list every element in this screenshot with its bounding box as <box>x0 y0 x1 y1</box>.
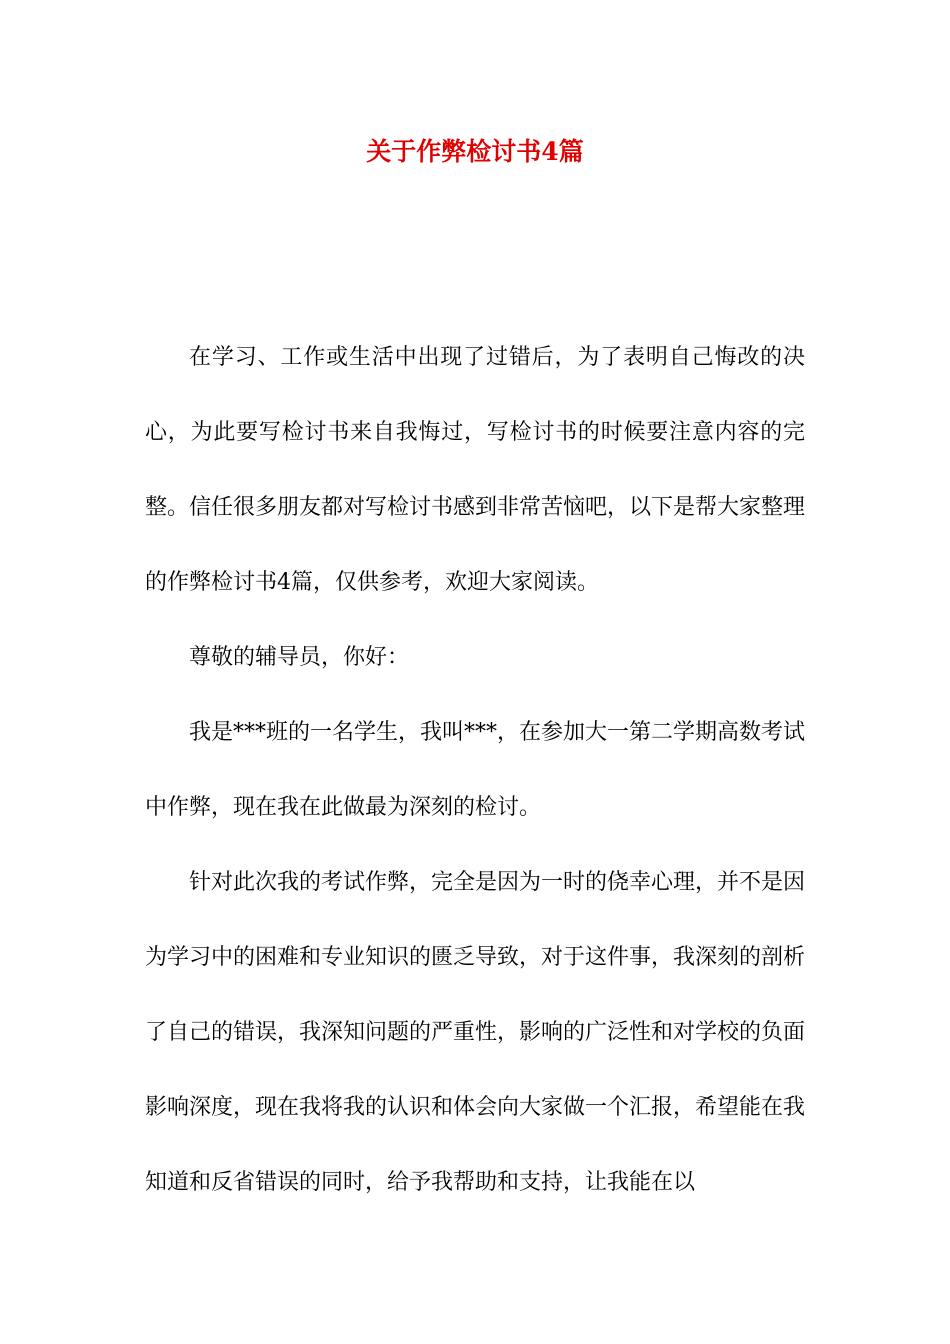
document-body <box>145 320 805 1220</box>
paragraph-reflection: 针对此次我的考试作弊，完全是因为一时的侥幸心理，并不是因为学习中的困难和专业知识的匮乏导致，对于这件事，我深刻的剖析了自己的错误，我深知问题的严重性，影响的广泛性和对学校的负面影响深度，现在我将我的认识和体会向大家做一个汇报，希望能在我知道和反省错误的同时，给予我帮助和支持，让我能在以 <box>145 870 806 1195</box>
document-title: 关于作弊检讨书4篇 <box>366 137 584 166</box>
paragraph-salutation: 尊敬的辅导员，你好： <box>189 645 410 670</box>
paragraph-intro: 在学习、工作或生活中出现了过错后，为了表明自己悔改的决心，为此要写检讨书来自我悔过，写检讨书的时候要注意内容的完整。信任很多朋友都对写检讨书感到非常苦恼吧，以下是帮大家整理的作弊检讨书4篇，仅供参考，欢迎大家阅读。 <box>145 345 806 595</box>
paragraph-self-intro: 我是***班的一名学生，我叫***，在参加大一第二学期高数考试中作弊，现在我在此做最为深刻的检讨。 <box>145 720 806 820</box>
